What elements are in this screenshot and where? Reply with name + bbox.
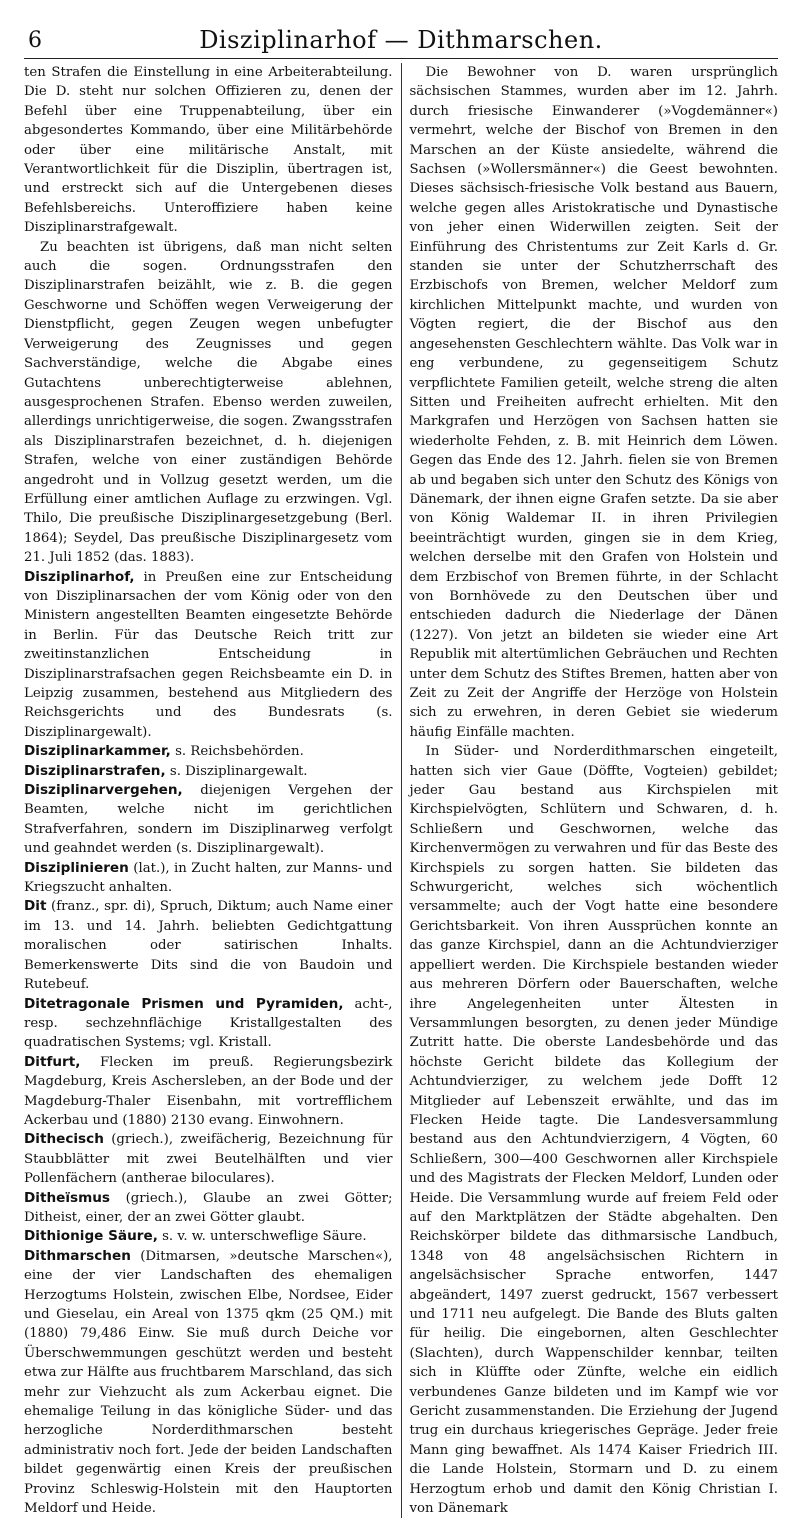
dictionary-entry [24,1227,393,1246]
entry-body: (griech.), zweifächerig, Bezeichnung für Staubblätter mit zwei Beutelhälften und vier Pollenfächern (antherae biloculares). [24,1132,393,1187]
entry-headword: Ditheïsmus [24,1189,111,1206]
entry-body: (franz., spr. di), Spruch, Diktum; auch Name einer im 13. und 14. Jahrh. beliebten Gedichtgattung moralischen oder satirischen Inhalts. Bemerkenswerte Dits sind die von Baudoin und Rutebeuf. [24,899,393,993]
entry-body: In Süder- und Norderdithmarschen eingeteilt, hatten sich vier Gaue (Döffte, Vogteien) gebildet; jeder Gau bestand aus Kirchspielen mit Kirchspielvögten, Schlütern und Schwaren, d. h. Schließern und Geschwornen, welche das Kirchenvermögen zu verwahren und für das Beste des Kirchspiels zu sorgen hatten. Sie bildeten das Schwurgericht, welches sich wöchentlich versammelte; auch der Vogt hatte eine besondere Gerichtsbarkeit. Von ihren Aussprüchen konnte an das ganze Kirchspiel, dann an die Achtundvierziger appelliert werden. Die Kirchspiele bestanden wieder aus mehreren Dörfern oder Bauerschaften, welche ihre Angelegenheiten unter Ältesten in Versammlungen besorgten, zu denen jeder Mündige Zutritt hatte. Die oberste Landesbehörde und das höchste Gericht bildete das Kollegium der Achtundvierziger, zu welchem jede Dofft 12 Mitglieder auf Lebenszeit erwählte, und das im Flecken Heide tagte. Die Landesversammlung bestand aus den Achtundvierzigern, 4 Vögten, 60 Schließern, 300—400 Geschwornen aller Kirchspiele und des Magistrats der Flecken Meldorf, Lunden oder Heide. Die Versammlung wurde auf freiem Feld oder auf den Marktplätzen der Städte abgehalten. Den Reichskörper bildete das dithmarsische Landbuch, 1348 von 48 angelsächsischen Richtern in angelsächsischer Sprache entworfen, 1447 abgeändert, 1497 zuerst gedruckt, 1567 verbessert und 1711 neu aufgelegt. Die Bande des Bluts galten für heilig. Die eingebornen, alten Geschlechter (Slachten), durch Wappenschilder kennbar, teilten sich in Klüffte oder Zünfte, welche ein eidlich verbundenes Ganze bildeten und im Kampf wie vor Gericht zusammenstanden. Die Erziehung der Jugend trug ein durchaus kriegerisches Gepräge. Jeder freie Mann ging bewaffnet. Als 1474 Kaiser Friedrich III. die Lande Holstein, Stormarn und D. zu einem Herzogtum erhob und damit den König Christian I. von Dänemark [409,744,778,1517]
entry-headword: Ditetragonale Prismen und Pyramiden, [24,995,344,1012]
entry-body: s. Disziplinargewalt. [165,763,308,779]
text-paragraph [409,63,778,742]
page-header [24,18,778,59]
dictionary-entry [24,781,393,859]
entry-body: ten Strafen die Einstellung in eine Arbeiterabteilung. Die D. steht nur solchen Offizieren zu, denen der Befehl über eine Truppenabteilung, über ein abgesondertes Kommando, über eine Militärbehörde oder über eine militärische Anstalt, mit Verantwortlichkeit für die Disziplin, übertragen ist, und erstreckt sich auf die Untergebenen dieses Befehlsbereichs. Unteroffiziere haben keine Disziplinarstrafgewalt. [24,65,393,236]
entry-headword: Dithecisch [24,1131,104,1148]
dictionary-entry [24,995,393,1053]
entry-headword: Disziplinarkammer, [24,743,171,760]
entry-body: (Ditmarsen, »deutsche Marschen«), eine der vier Landschaften des ehemaligen Herzogtums Holstein, zwischen Elbe, Nordsee, Eider und Gieselau, ein Areal von 1375 qkm (25 QM.) mit (1880) 79,486 Einw. Sie muß durch Deiche vor Überschwemmungen geschützt werden und besteht etwa zur Hälfte aus fruchtbarem Marschland, das sich mehr zur Viehzucht als zum Ackerbau eignet. Die ehemalige Teilung in das königliche Süder- und das herzogliche Norderdithmarschen besteht administrativ noch fort. Jede der beiden Landschaften bildet gegenwärtig einen Kreis der preußischen Provinz Schleswig-Holstein mit den Hauptorten Meldorf und Heide. [24,1248,393,1517]
entry-headword: Ditfurt, [24,1053,81,1070]
dictionary-entry [24,568,393,743]
right-column [409,63,778,1518]
entry-body: (lat.), in Zucht halten, zur Manns- und Kriegszucht anhalten. [24,860,393,896]
entry-headword: Disziplinarhof, [24,568,135,585]
page-number: 6 [28,28,42,53]
dictionary-entry [24,1053,393,1131]
text-paragraph [24,63,393,238]
dictionary-entry [24,742,393,761]
text-columns [24,63,778,1518]
entry-body: s. Reichsbehörden. [170,744,304,760]
dictionary-entry [24,1130,393,1188]
entry-headword: Dit [24,898,47,915]
entry-body: Die Bewohner von D. waren ursprünglich sächsischen Stammes, wurden aber im 12. Jahrh. durch friesische Einwanderer (»Vogdemänner«) vermehrt, welche der Bischof von Bremen in den Marschen an der Küste ansiedelte, während die Sachsen (»Wollersmänner«) die Geest bewohnten. Dieses sächsisch-friesische Volk bestand aus Bauern, welche gegen alles Aristokratische und Dynastische von jeher einen Widerwillen zeigten. Seit der Einführung des Christentums zur Zeit Karls d. Gr. standen sie unter der Schutzherrschaft des Erzbischofs von Bremen, welcher Meldorf zum kirchlichen Mittelpunkt machte, und wurden von Vögten regiert, die der Bischof aus den angesehensten Geschlechtern wählte. Das Volk war in eng verbundene, zu gegenseitigem Schutz verpflichtete Familien geteilt, welche streng die alten Sitten und Freiheiten aufrecht erhielten. Mit den Markgrafen und Herzögen von Sachsen hatten sie wiederholte Fehden, z. B. mit Heinrich dem Löwen. Gegen das Ende des 12. Jahrh. fielen sie von Bremen ab und begaben sich unter den Schutz des Königs von Dänemark, der ihnen eigne Grafen setzte. Da sie aber von König Waldemar II. in ihren Privilegien beeinträchtigt wurden, gingen sie in dem Krieg, welchen derselbe mit den Grafen von Holstein und dem Erzbischof von Bremen führte, in der Schlacht von Bornhövede zu den Deutschen über und entschieden dadurch die Niederlage der Dänen (1227). Von jetzt an bildeten sie wieder eine Art Republik mit altertümlichen Gebräuchen und Rechten unter dem Schutz des Stiftes Bremen, hatten aber von Zeit zu Zeit der Angriffe der Herzöge von Holstein sich zu erwehren, in deren Gebiet sie wiederum häufig Einfälle machten. [409,65,778,740]
dictionary-entry [24,762,393,781]
entry-headword: Dithionige Säure, [24,1228,158,1245]
entry-headword: Disziplinieren [24,859,129,876]
column-divider [401,63,402,1518]
dictionary-entry [24,897,393,994]
entry-body: diejenigen Vergehen der Beamten, welche nicht im gerichtlichen Strafverfahren, sondern im Disziplinarweg verfolgt und geahndet werden (s. Disziplinargewalt). [24,783,393,857]
running-head: Disziplinarhof — Dithmarschen. [199,26,603,54]
dictionary-entry [24,1247,393,1518]
entry-body: (griech.), Glaube an zwei Götter; Ditheist, einer, der an zwei Götter glaubt. [24,1190,393,1225]
entry-headword: Disziplinarstrafen, [24,762,166,779]
entry-headword: Dithmarschen [24,1247,131,1264]
entry-body: Zu beachten ist übrigens, daß man nicht selten auch die sogen. Ordnungsstrafen den Disziplinarstrafen beizählt, wie z. B. die gegen Geschworne und Schöffen wegen Verweigerung der Dienstpflicht, gegen Zeugen wegen unbefugter Verweigerung des Zeugnisses und gegen Sachverständige, welche die Abgabe eines Gutachtens unberechtigterweise ablehnen, ausgesprochenen Strafen. Ebenso werden zuweilen, allerdings unrichtigerweise, die sogen. Zwangsstrafen als Disziplinarstrafen bezeichnet, d. h. diejenigen Strafen, welche von einer zuständigen Behörde angedroht und in Vollzug gesetzt werden, um die Erfüllung einer amtlichen Auflage zu erzwingen. Vgl. Thilo, Die preußische Disziplinargesetzgebung (Berl. 1864); Seydel, Das preußische Disziplinargesetz vom 21. Juli 1852 (das. 1883). [24,239,393,566]
entry-body: Flecken im preuß. Regierungsbezirk Magdeburg, Kreis Aschersleben, an der Bode und der Magdeburg-Thaler Eisenbahn, mit vortrefflichem Ackerbau und (1880) 2130 evang. Einwohnern. [24,1054,393,1128]
entry-body: acht-, resp. sechzehnflächige Kristallgestalten des quadratischen Systems; vgl. Kristall. [24,996,393,1051]
text-paragraph [409,742,778,1518]
entry-body: in Preußen eine zur Entscheidung von Disziplinarsachen der vom König oder von den Ministern angestellten Beamten eingesetzte Behörde in Berlin. Für das Deutsche Reich tritt zur zweitinstanzlichen Entscheidung in Disziplinarstrafsachen gegen Reichsbeamte ein D. in Leipzig zusammen, bestehend aus Mitgliedern des Reichsgerichts und des Bundesrats (s. Disziplinargewalt). [24,569,393,740]
entry-headword: Disziplinarvergehen, [24,782,183,799]
text-paragraph [24,238,393,568]
entry-body: s. v. w. unterschweflige Säure. [157,1229,367,1245]
left-column [24,63,393,1518]
dictionary-entry [24,859,393,898]
dictionary-entry [24,1189,393,1228]
